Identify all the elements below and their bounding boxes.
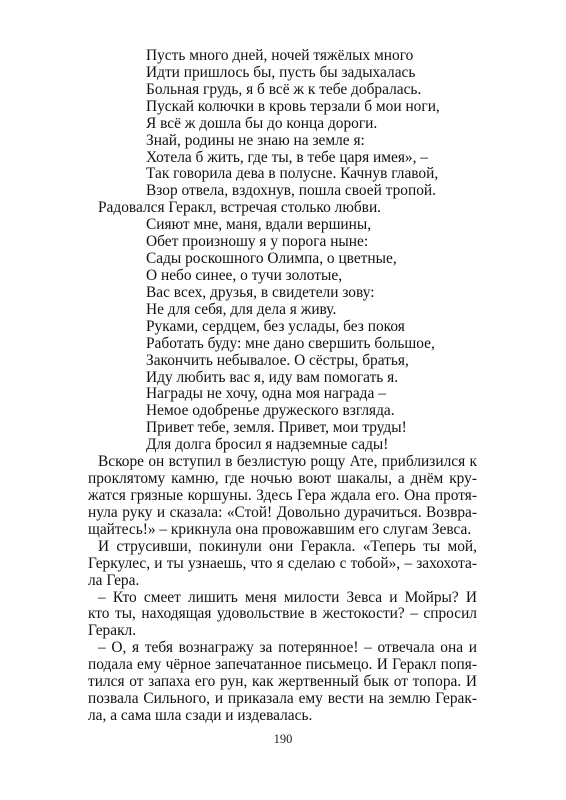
verse-line: Не для себя, для дела я живу. [146,300,337,318]
prose-line: жатся грязные коршуны. Здесь Гера ждала его. Она протя- [88,487,477,504]
prose-line: – Кто смеет лишить меня милости Зевса и Мойры? И [98,588,477,606]
prose-line: Геркулес, и ты узнаешь, что я сделаю с тобой», – захохота- [88,554,477,572]
verse-line: Награды не хочу, одна моя награда – [146,385,386,403]
verse-line: Обет произношу я у порога ныне: [146,233,369,251]
prose-line: подала ему чёрное запечатанное письмецо. И Геракл попя- [88,656,477,674]
prose-line: позвала Сильного, и приказала ему вести на землю Герак- [88,690,477,708]
prose-line: ла, а сама шла сзади и издевалась. [88,707,313,724]
narrative-line: Радовался Геракл, встречая столько любви. [98,199,382,217]
verse-line: Идти пришлось бы, пусть бы задыхалась [146,63,416,81]
verse-line: Пускай колючки в кровь терзали б мои ноги, [146,97,440,115]
prose-line: Геракл. [88,622,137,640]
verse-line: Работать буду: мне дано свершить большое, [146,334,435,352]
page-number: 190 [273,732,293,746]
verse-line: Иду любить вас я, иду вам помогать я. [146,368,399,386]
verse-line: Больная грудь, я б всё ж к тебе добралась. [146,80,422,98]
verse-line: Хотела б жить, где ты, в тебе царя имея», – [146,148,428,166]
prose-line: кто ты, находящая удовольствие в жестокости? – спросил [88,605,477,623]
prose-line: щайтесь!» – крикнула она провожавшим его слугам Зевса. [88,520,472,538]
verse-line: Руками, сердцем, без услады, без покоя [146,317,405,335]
verse-line: Так говорила дева в полусне. Качнув главой, [146,165,439,183]
verse-line: Взор отвела, вздохнув, пошла своей тропой. [146,182,436,200]
prose-line: Вскоре он вступил в безлистую рощу Ате, приблизился к [98,453,477,471]
verse-line: Закончить небывалое. О сёстры, братья, [146,351,409,369]
verse-line: Привет тебе, земля. Привет, мои труды! [146,419,407,437]
verse-line: О небо синее, о тучи золотые, [146,267,343,284]
verse-line: Пусть много дней, ночей тяжёлых много [146,47,414,64]
verse-line: Сады роскошного Олимпа, о цветные, [146,250,397,268]
prose-line: нула руку и сказала: «Стой! Довольно дурачиться. Возвра- [88,503,477,521]
verse-line: Сияют мне, маня, вдали вершины, [146,216,372,234]
verse-line: Вас всех, друзья, в свидетели зову: [146,283,375,301]
verse-line: Я всё ж дошла бы до конца дороги. [146,114,378,132]
verse-line: Для долга бросил я надземные сады! [146,436,389,454]
prose-line: тился от запаха его рун, как жертвенный бык от топора. И [88,673,477,691]
prose-line: проклятому камню, где ночью воют шакалы, а днём кру- [88,470,477,488]
verse-line: Немое одобренье дружеского взгляда. [146,402,395,420]
verse-line: Знай, родины не знаю на земле я: [146,131,365,149]
prose-line: ла Гера. [88,571,140,589]
prose-line: И струсивши, покинули они Геракла. «Теперь ты мой, [98,537,477,555]
prose-line: – О, я тебя вознагражу за потерянное! – отвечала она и [98,639,477,657]
